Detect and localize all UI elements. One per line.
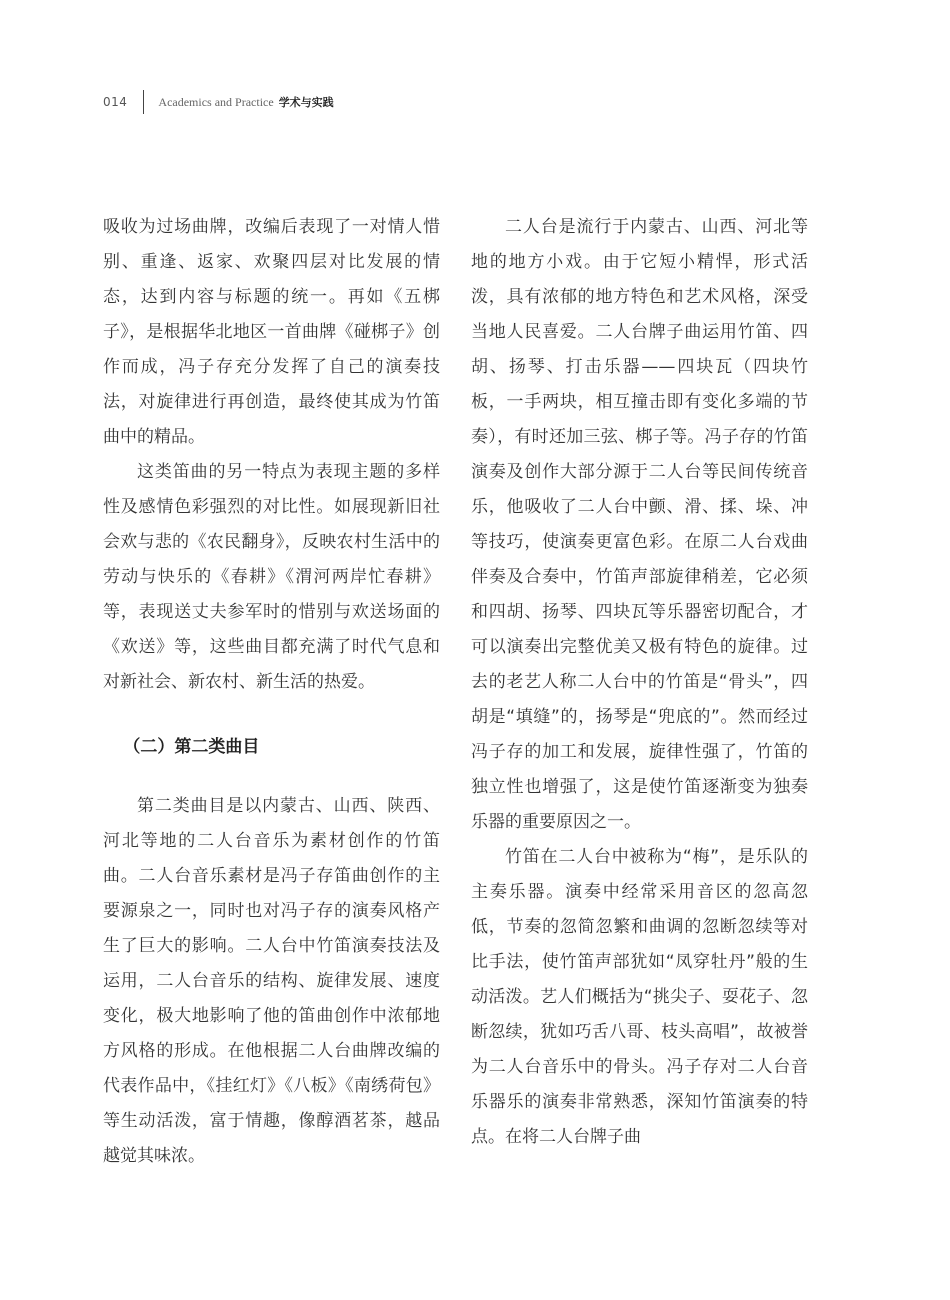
- section-heading: （二）第二类曲目: [123, 737, 260, 757]
- page-header: [103, 88, 334, 116]
- paragraph: 吸收为过场曲牌，改编后表现了一对情人惜别、重逢、返家、欢聚四层对比发展的情态，达到内容与标题的统一。再如《五梆子》，是根据华北地区一首曲牌《碰梆子》创作而成，冯子存充分发挥了自己的演奏技法，对旋律进行再创造，最终使其成为竹笛曲中的精品。: [103, 217, 440, 447]
- journal-title-en: Academics and Practice: [158, 94, 274, 109]
- right-column: [471, 210, 808, 1155]
- journal-title-cn: 学术与实践: [278, 96, 334, 109]
- header-divider: [143, 90, 144, 114]
- paragraph: 二人台是流行于内蒙古、山西、河北等地的地方小戏。由于它短小精悍，形式活泼，具有浓郁的地方特色和艺术风格，深受当地人民喜爱。二人台牌子曲运用竹笛、四胡、扬琴、打击乐器——四块瓦（四块竹板，一手两块，相互撞击即有变化多端的节奏），有时还加三弦、梆子等。冯子存的竹笛演奏及创作大部分源于二人台等民间传统音乐，他吸收了二人台中颤、滑、揉、垛、冲等技巧，使演奏更富色彩。在原二人台戏曲伴奏及合奏中，竹笛声部旋律稍差，它必须和四胡、扬琴、四块瓦等乐器密切配合，才可以演奏出完整优美又极有特色的旋律。过去的老艺人称二人台中的竹笛是“骨头”，四胡是“填缝”的，扬琴是“兜底的”。然而经过冯子存的加工和发展，旋律性强了，竹笛的独立性也增强了，这是使竹笛逐渐变为独奏乐器的重要原因之一。: [471, 217, 808, 832]
- paragraph: 第二类曲目是以内蒙古、山西、陕西、河北等地的二人台音乐为素材创作的竹笛曲。二人台音乐素材是冯子存笛曲创作的主要源泉之一，同时也对冯子存的演奏风格产生了巨大的影响。二人台中竹笛演奏技法及运用，二人台音乐的结构、旋律发展、速度变化，极大地影响了他的笛曲创作中浓郁地方风格的形成。在他根据二人台曲牌改编的代表作品中，《挂红灯》《八板》《南绣荷包》等生动活泼，富于情趣，像醇酒茗茶，越品越觉其味浓。: [103, 796, 440, 1166]
- paragraph: 这类笛曲的另一特点为表现主题的多样性及感情色彩强烈的对比性。如展现新旧社会欢与悲的《农民翻身》，反映农村生活中的劳动与快乐的《春耕》《渭河两岸忙春耕》等，表现送丈夫参军时的惜别与欢送场面的《欢送》等，这些曲目都充满了时代气息和对新社会、新农村、新生活的热爱。: [103, 462, 440, 692]
- page-number: 014: [103, 95, 128, 109]
- left-column: [103, 210, 440, 1174]
- paragraph: 竹笛在二人台中被称为“梅”，是乐队的主奏乐器。演奏中经常采用音区的忽高忽低，节奏的忽简忽繁和曲调的忽断忽续等对比手法，使竹笛声部犹如“凤穿牡丹”般的生动活泼。艺人们概括为“挑尖子、耍花子、忽断忽续，犹如巧舌八哥、枝头高唱”，故被誉为二人台音乐中的骨头。冯子存对二人台音乐器乐的演奏非常熟悉，深知竹笛演奏的特点。在将二人台牌子曲: [471, 847, 808, 1147]
